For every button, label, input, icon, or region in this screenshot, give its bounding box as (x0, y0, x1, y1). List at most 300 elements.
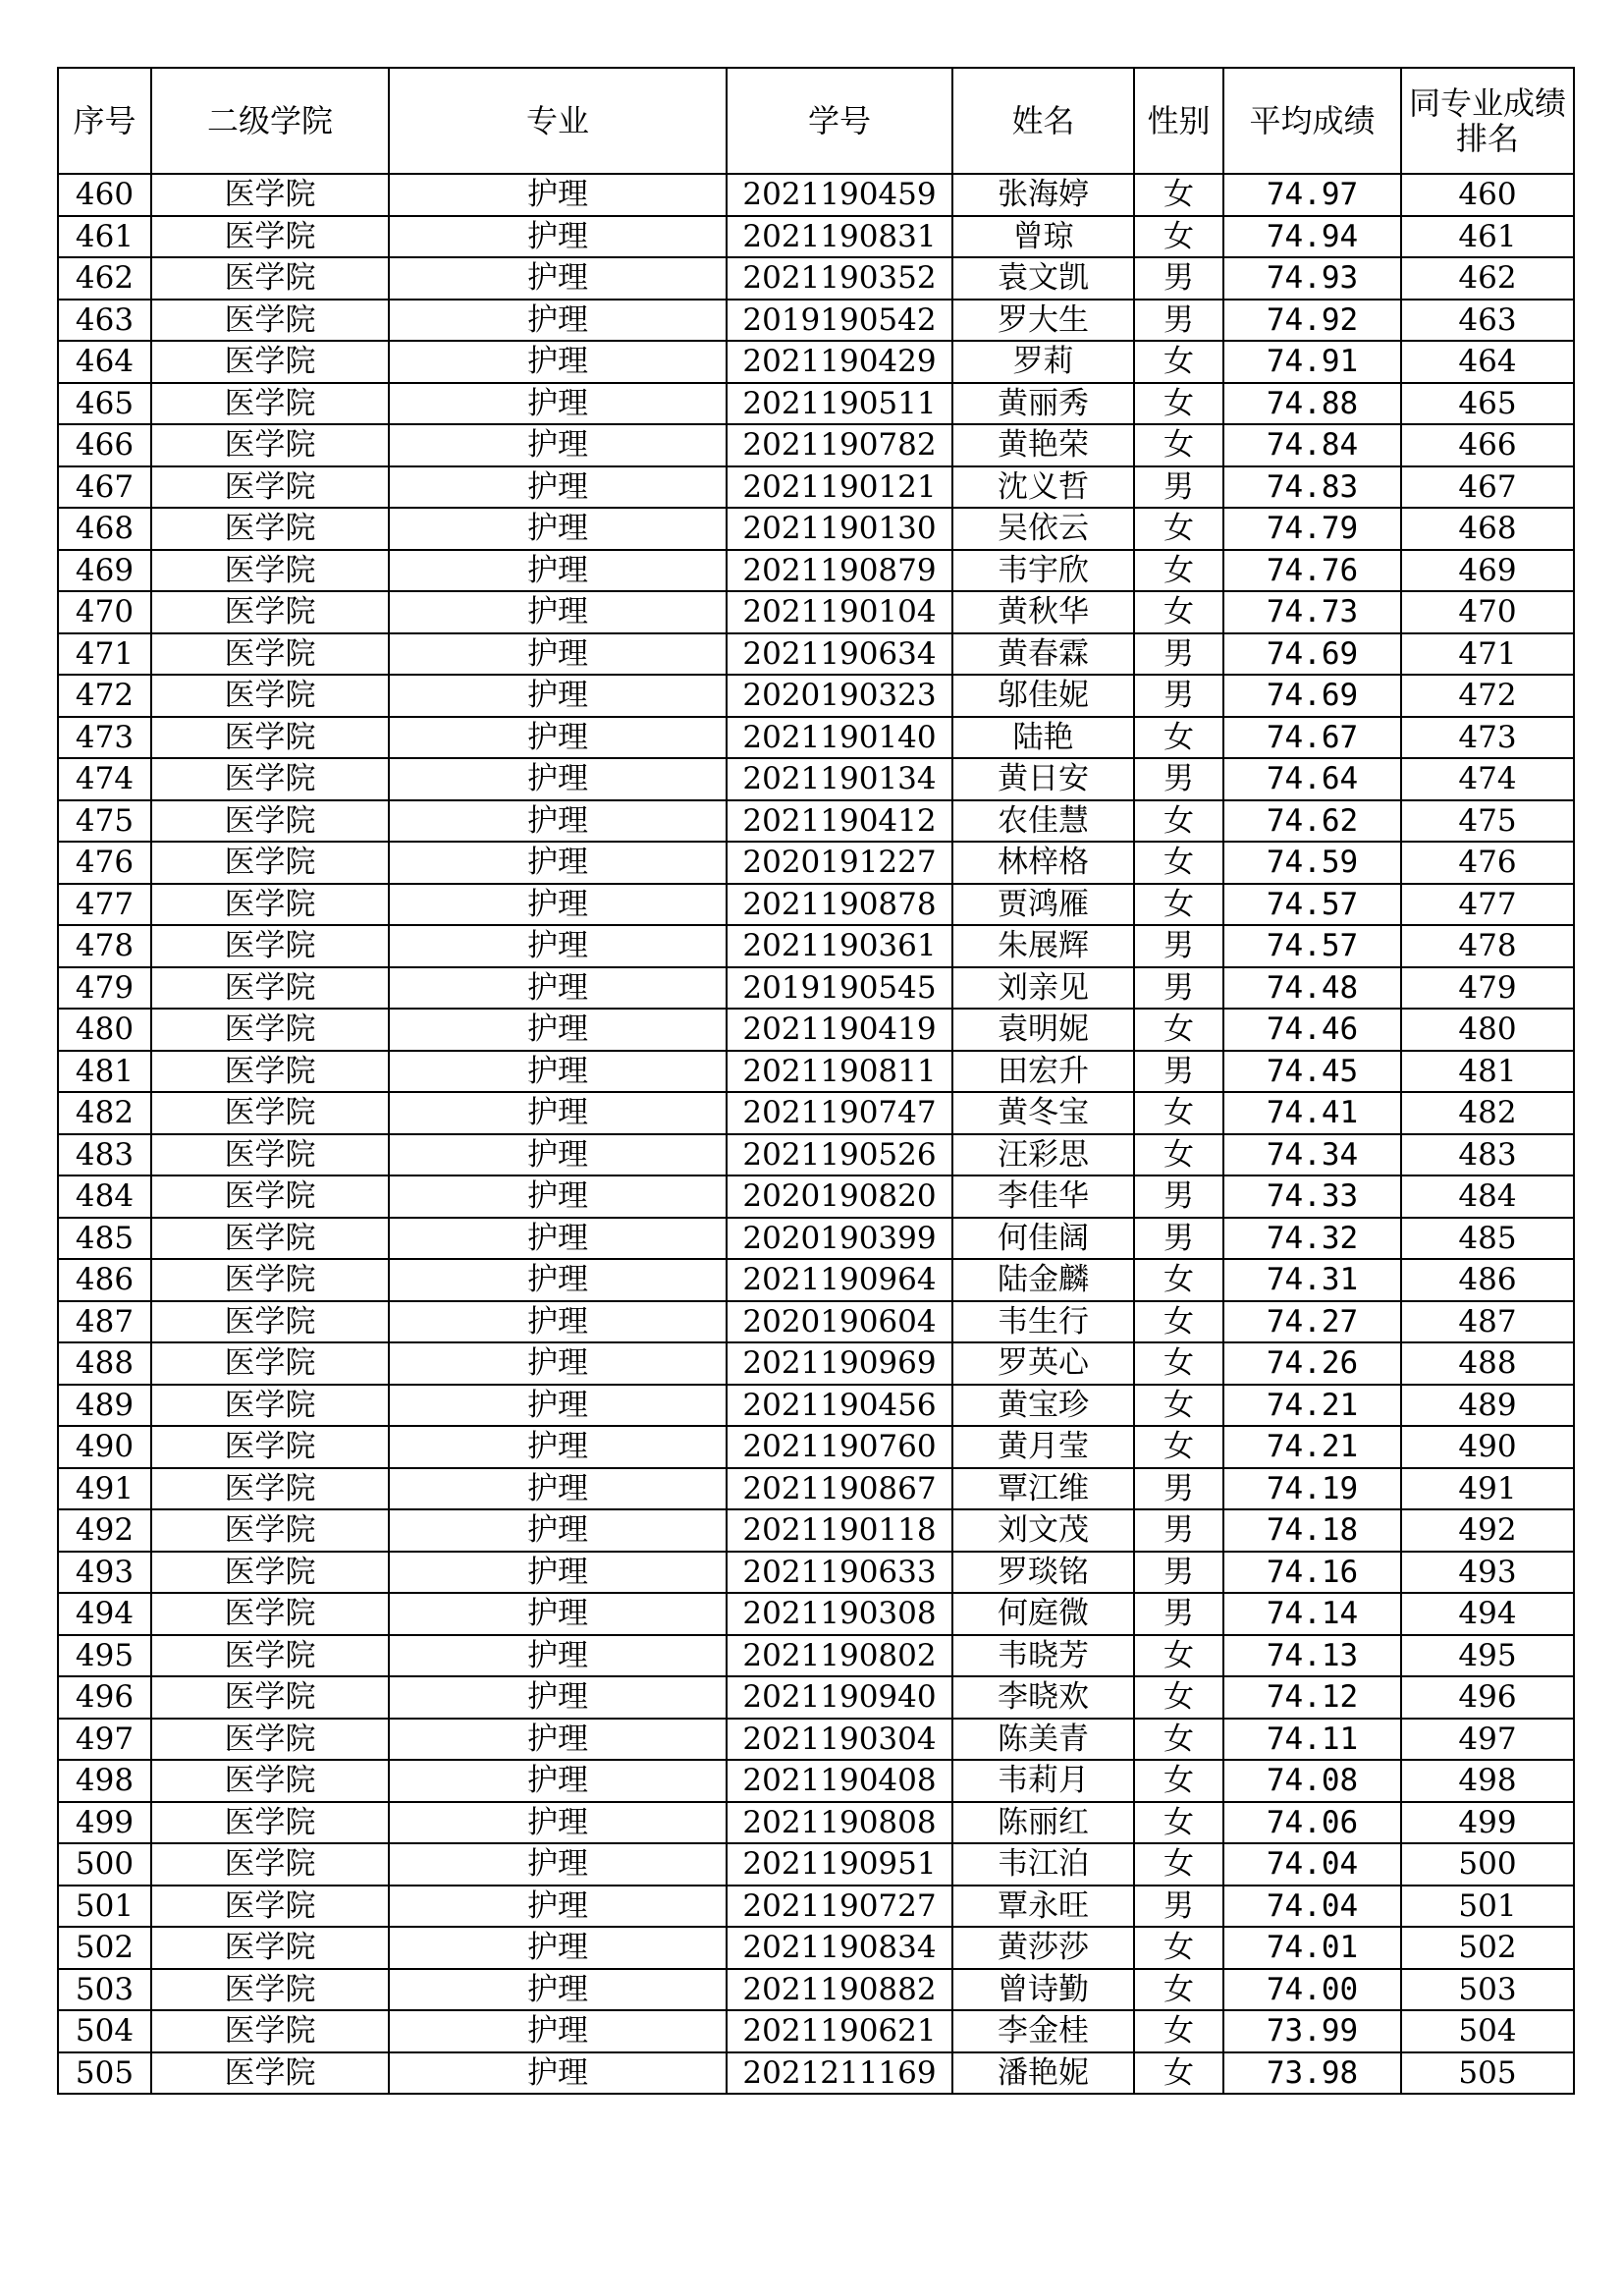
cell-average-score: 74.26 (1223, 1342, 1401, 1385)
cell-major-rank: 469 (1401, 550, 1574, 592)
table-header (58, 68, 1574, 174)
table-row (58, 1301, 1574, 1343)
cell-name: 覃江维 (952, 1468, 1134, 1510)
cell-name: 邬佳妮 (952, 675, 1134, 717)
cell-gender: 女 (1134, 424, 1223, 466)
cell-student-id: 2021190419 (727, 1009, 952, 1051)
cell-college: 医学院 (151, 1175, 389, 1218)
cell-student-id: 2021190308 (727, 1593, 952, 1635)
table-row (58, 1676, 1574, 1719)
cell-major: 护理 (389, 1719, 727, 1761)
cell-name: 韦晓芳 (952, 1635, 1134, 1677)
cell-major-rank: 498 (1401, 1760, 1574, 1802)
cell-gender: 女 (1134, 1426, 1223, 1468)
cell-name: 黄莎莎 (952, 1927, 1134, 1969)
cell-major: 护理 (389, 1342, 727, 1385)
cell-college: 医学院 (151, 675, 389, 717)
cell-major-rank: 468 (1401, 508, 1574, 550)
cell-index: 501 (58, 1886, 151, 1928)
cell-major: 护理 (389, 717, 727, 759)
table-row (58, 591, 1574, 633)
cell-major: 护理 (389, 633, 727, 676)
cell-major: 护理 (389, 300, 727, 342)
cell-student-id: 2021190459 (727, 174, 952, 216)
cell-college: 医学院 (151, 1843, 389, 1886)
cell-gender: 女 (1134, 1134, 1223, 1176)
cell-index: 472 (58, 675, 151, 717)
table-row (58, 717, 1574, 759)
table-row (58, 758, 1574, 800)
table-row (58, 300, 1574, 342)
cell-college: 医学院 (151, 383, 389, 425)
cell-average-score: 74.73 (1223, 591, 1401, 633)
cell-index: 492 (58, 1509, 151, 1552)
cell-major: 护理 (389, 216, 727, 258)
cell-college: 医学院 (151, 1552, 389, 1594)
cell-college: 医学院 (151, 1886, 389, 1928)
cell-major: 护理 (389, 1385, 727, 1427)
cell-major-rank: 463 (1401, 300, 1574, 342)
cell-index: 470 (58, 591, 151, 633)
cell-college: 医学院 (151, 257, 389, 300)
cell-average-score: 74.45 (1223, 1051, 1401, 1093)
cell-average-score: 74.69 (1223, 675, 1401, 717)
cell-average-score: 74.16 (1223, 1552, 1401, 1594)
cell-student-id: 2021190408 (727, 1760, 952, 1802)
cell-college: 医学院 (151, 341, 389, 383)
cell-name: 罗莉 (952, 341, 1134, 383)
table-row (58, 1886, 1574, 1928)
table-row (58, 174, 1574, 216)
cell-index: 491 (58, 1468, 151, 1510)
cell-major: 护理 (389, 1509, 727, 1552)
cell-gender: 男 (1134, 758, 1223, 800)
cell-average-score: 74.21 (1223, 1385, 1401, 1427)
cell-gender: 男 (1134, 1886, 1223, 1928)
cell-average-score: 74.48 (1223, 967, 1401, 1010)
cell-major: 护理 (389, 550, 727, 592)
cell-name: 陈丽红 (952, 1802, 1134, 1844)
cell-name: 田宏升 (952, 1051, 1134, 1093)
cell-name: 黄冬宝 (952, 1092, 1134, 1134)
cell-major-rank: 462 (1401, 257, 1574, 300)
cell-student-id: 2021190940 (727, 1676, 952, 1719)
cell-index: 477 (58, 884, 151, 926)
cell-index: 487 (58, 1301, 151, 1343)
cell-college: 医学院 (151, 1009, 389, 1051)
cell-major-rank: 472 (1401, 675, 1574, 717)
cell-average-score: 73.98 (1223, 2052, 1401, 2095)
table-row (58, 1218, 1574, 1260)
cell-gender: 女 (1134, 1342, 1223, 1385)
cell-major-rank: 461 (1401, 216, 1574, 258)
cell-gender: 女 (1134, 842, 1223, 884)
cell-college: 医学院 (151, 1635, 389, 1677)
cell-college: 医学院 (151, 1719, 389, 1761)
table-row (58, 1009, 1574, 1051)
table-row (58, 424, 1574, 466)
cell-name: 黄丽秀 (952, 383, 1134, 425)
table-row (58, 508, 1574, 550)
cell-gender: 女 (1134, 1719, 1223, 1761)
cell-student-id: 2019190542 (727, 300, 952, 342)
cell-name: 张海婷 (952, 174, 1134, 216)
cell-student-id: 2021190621 (727, 2010, 952, 2052)
cell-name: 刘文茂 (952, 1509, 1134, 1552)
cell-major-rank: 491 (1401, 1468, 1574, 1510)
cell-gender: 女 (1134, 1927, 1223, 1969)
table-row (58, 675, 1574, 717)
cell-average-score: 74.01 (1223, 1927, 1401, 1969)
cell-student-id: 2021190361 (727, 925, 952, 967)
cell-major: 护理 (389, 424, 727, 466)
cell-major: 护理 (389, 1760, 727, 1802)
cell-college: 医学院 (151, 884, 389, 926)
cell-index: 489 (58, 1385, 151, 1427)
cell-college: 医学院 (151, 800, 389, 843)
cell-major-rank: 474 (1401, 758, 1574, 800)
cell-name: 黄秋华 (952, 591, 1134, 633)
cell-major: 护理 (389, 174, 727, 216)
cell-gender: 男 (1134, 1593, 1223, 1635)
cell-average-score: 74.13 (1223, 1635, 1401, 1677)
cell-gender: 女 (1134, 1385, 1223, 1427)
cell-name: 袁文凯 (952, 257, 1134, 300)
cell-name: 李佳华 (952, 1175, 1134, 1218)
cell-major-rank: 494 (1401, 1593, 1574, 1635)
cell-gender: 女 (1134, 508, 1223, 550)
table-row (58, 1552, 1574, 1594)
cell-name: 罗英心 (952, 1342, 1134, 1385)
cell-gender: 男 (1134, 967, 1223, 1010)
cell-student-id: 2021190760 (727, 1426, 952, 1468)
cell-gender: 男 (1134, 257, 1223, 300)
cell-college: 医学院 (151, 1468, 389, 1510)
cell-gender: 女 (1134, 1802, 1223, 1844)
cell-gender: 女 (1134, 341, 1223, 383)
cell-average-score: 74.97 (1223, 174, 1401, 216)
table-row (58, 1719, 1574, 1761)
header-gender: 性别 (1134, 68, 1223, 174)
cell-major: 护理 (389, 1468, 727, 1510)
cell-college: 医学院 (151, 1509, 389, 1552)
header-name: 姓名 (952, 68, 1134, 174)
cell-index: 500 (58, 1843, 151, 1886)
cell-gender: 男 (1134, 466, 1223, 509)
cell-student-id: 2021190134 (727, 758, 952, 800)
cell-student-id: 2020190604 (727, 1301, 952, 1343)
cell-name: 罗琰铭 (952, 1552, 1134, 1594)
cell-gender: 女 (1134, 1969, 1223, 2011)
table-row (58, 925, 1574, 967)
cell-major: 护理 (389, 2010, 727, 2052)
cell-index: 481 (58, 1051, 151, 1093)
cell-college: 医学院 (151, 842, 389, 884)
cell-student-id: 2020190323 (727, 675, 952, 717)
cell-major-rank: 500 (1401, 1843, 1574, 1886)
cell-student-id: 2021190429 (727, 341, 952, 383)
cell-average-score: 74.19 (1223, 1468, 1401, 1510)
cell-name: 罗大生 (952, 300, 1134, 342)
cell-major: 护理 (389, 1969, 727, 2011)
cell-average-score: 74.67 (1223, 717, 1401, 759)
cell-student-id: 2021190634 (727, 633, 952, 676)
cell-college: 医学院 (151, 216, 389, 258)
cell-major-rank: 471 (1401, 633, 1574, 676)
cell-major-rank: 467 (1401, 466, 1574, 509)
cell-college: 医学院 (151, 1676, 389, 1719)
cell-major-rank: 482 (1401, 1092, 1574, 1134)
cell-index: 475 (58, 800, 151, 843)
cell-major-rank: 502 (1401, 1927, 1574, 1969)
cell-major: 护理 (389, 1426, 727, 1468)
table-row (58, 842, 1574, 884)
cell-major: 护理 (389, 675, 727, 717)
table-row (58, 1843, 1574, 1886)
cell-name: 林梓格 (952, 842, 1134, 884)
cell-name: 黄月莹 (952, 1426, 1134, 1468)
cell-name: 曾琼 (952, 216, 1134, 258)
cell-average-score: 74.08 (1223, 1760, 1401, 1802)
cell-student-id: 2021190782 (727, 424, 952, 466)
cell-student-id: 2021190304 (727, 1719, 952, 1761)
cell-index: 463 (58, 300, 151, 342)
cell-student-id: 2021190834 (727, 1927, 952, 1969)
cell-student-id: 2021190867 (727, 1468, 952, 1510)
cell-major-rank: 485 (1401, 1218, 1574, 1260)
cell-index: 464 (58, 341, 151, 383)
cell-student-id: 2021190811 (727, 1051, 952, 1093)
cell-average-score: 74.93 (1223, 257, 1401, 300)
cell-gender: 女 (1134, 1092, 1223, 1134)
cell-average-score: 74.57 (1223, 925, 1401, 967)
cell-major-rank: 464 (1401, 341, 1574, 383)
cell-college: 医学院 (151, 2052, 389, 2095)
cell-index: 498 (58, 1760, 151, 1802)
cell-average-score: 74.04 (1223, 1843, 1401, 1886)
table-row (58, 1509, 1574, 1552)
table-row (58, 216, 1574, 258)
table-row (58, 1051, 1574, 1093)
cell-average-score: 74.41 (1223, 1092, 1401, 1134)
cell-college: 医学院 (151, 1301, 389, 1343)
cell-gender: 男 (1134, 1509, 1223, 1552)
cell-gender: 女 (1134, 1760, 1223, 1802)
table-row (58, 1802, 1574, 1844)
cell-major: 护理 (389, 1802, 727, 1844)
cell-name: 袁明妮 (952, 1009, 1134, 1051)
cell-student-id: 2021190879 (727, 550, 952, 592)
cell-name: 何佳阔 (952, 1218, 1134, 1260)
cell-name: 吴依云 (952, 508, 1134, 550)
cell-index: 466 (58, 424, 151, 466)
cell-gender: 男 (1134, 1218, 1223, 1260)
header-college: 二级学院 (151, 68, 389, 174)
cell-gender: 女 (1134, 2052, 1223, 2095)
cell-major-rank: 501 (1401, 1886, 1574, 1928)
cell-index: 461 (58, 216, 151, 258)
cell-index: 479 (58, 967, 151, 1010)
cell-major: 护理 (389, 1301, 727, 1343)
cell-name: 潘艳妮 (952, 2052, 1134, 2095)
cell-student-id: 2021190118 (727, 1509, 952, 1552)
header-major: 专业 (389, 68, 727, 174)
cell-major-rank: 486 (1401, 1259, 1574, 1301)
cell-average-score: 74.27 (1223, 1301, 1401, 1343)
cell-index: 504 (58, 2010, 151, 2052)
cell-index: 483 (58, 1134, 151, 1176)
cell-name: 黄艳荣 (952, 424, 1134, 466)
table-row (58, 800, 1574, 843)
cell-major: 护理 (389, 842, 727, 884)
cell-college: 医学院 (151, 591, 389, 633)
cell-major: 护理 (389, 2052, 727, 2095)
cell-name: 李金桂 (952, 2010, 1134, 2052)
cell-gender: 男 (1134, 1175, 1223, 1218)
cell-gender: 女 (1134, 383, 1223, 425)
cell-name: 刘亲见 (952, 967, 1134, 1010)
cell-college: 医学院 (151, 550, 389, 592)
table-row (58, 1969, 1574, 2011)
cell-college: 医学院 (151, 1092, 389, 1134)
cell-major-rank: 477 (1401, 884, 1574, 926)
table-row (58, 2010, 1574, 2052)
header-major-rank-label: 同专业成绩排名 (1408, 84, 1566, 157)
cell-average-score: 74.31 (1223, 1259, 1401, 1301)
cell-average-score: 73.99 (1223, 2010, 1401, 2052)
cell-index: 482 (58, 1092, 151, 1134)
cell-student-id: 2021190882 (727, 1969, 952, 2011)
cell-name: 韦江泊 (952, 1843, 1134, 1886)
cell-index: 490 (58, 1426, 151, 1468)
cell-index: 465 (58, 383, 151, 425)
cell-major-rank: 496 (1401, 1676, 1574, 1719)
cell-major-rank: 505 (1401, 2052, 1574, 2095)
cell-index: 494 (58, 1593, 151, 1635)
table-row (58, 383, 1574, 425)
cell-index: 497 (58, 1719, 151, 1761)
cell-name: 韦生行 (952, 1301, 1134, 1343)
cell-major-rank: 466 (1401, 424, 1574, 466)
cell-college: 医学院 (151, 1927, 389, 1969)
cell-name: 陆金麟 (952, 1259, 1134, 1301)
cell-student-id: 2021190878 (727, 884, 952, 926)
cell-major-rank: 489 (1401, 1385, 1574, 1427)
table-row (58, 1760, 1574, 1802)
header-average-score: 平均成绩 (1223, 68, 1401, 174)
cell-average-score: 74.91 (1223, 341, 1401, 383)
cell-major-rank: 490 (1401, 1426, 1574, 1468)
cell-student-id: 2020190399 (727, 1218, 952, 1260)
table-row (58, 1593, 1574, 1635)
cell-average-score: 74.33 (1223, 1175, 1401, 1218)
cell-college: 医学院 (151, 925, 389, 967)
cell-gender: 男 (1134, 300, 1223, 342)
cell-major: 护理 (389, 1218, 727, 1260)
cell-major-rank: 470 (1401, 591, 1574, 633)
cell-student-id: 2021190727 (727, 1886, 952, 1928)
cell-major: 护理 (389, 1051, 727, 1093)
cell-index: 493 (58, 1552, 151, 1594)
table-row (58, 1342, 1574, 1385)
cell-student-id: 2020191227 (727, 842, 952, 884)
header-student-id: 学号 (727, 68, 952, 174)
cell-college: 医学院 (151, 1385, 389, 1427)
cell-index: 468 (58, 508, 151, 550)
cell-major: 护理 (389, 1552, 727, 1594)
cell-gender: 男 (1134, 675, 1223, 717)
cell-name: 李晓欢 (952, 1676, 1134, 1719)
cell-average-score: 74.79 (1223, 508, 1401, 550)
cell-college: 医学院 (151, 1051, 389, 1093)
cell-major-rank: 484 (1401, 1175, 1574, 1218)
cell-major: 护理 (389, 1635, 727, 1677)
cell-major-rank: 493 (1401, 1552, 1574, 1594)
table-row (58, 1385, 1574, 1427)
cell-index: 503 (58, 1969, 151, 2011)
table-row (58, 1134, 1574, 1176)
cell-gender: 女 (1134, 550, 1223, 592)
cell-major-rank: 479 (1401, 967, 1574, 1010)
cell-gender: 男 (1134, 1552, 1223, 1594)
cell-major-rank: 475 (1401, 800, 1574, 843)
cell-student-id: 2021190352 (727, 257, 952, 300)
cell-major: 护理 (389, 591, 727, 633)
cell-gender: 女 (1134, 216, 1223, 258)
cell-name: 贾鸿雁 (952, 884, 1134, 926)
cell-major-rank: 499 (1401, 1802, 1574, 1844)
cell-average-score: 74.46 (1223, 1009, 1401, 1051)
cell-name: 何庭微 (952, 1593, 1134, 1635)
cell-major: 护理 (389, 884, 727, 926)
cell-gender: 女 (1134, 1009, 1223, 1051)
cell-average-score: 74.21 (1223, 1426, 1401, 1468)
cell-student-id: 2021190808 (727, 1802, 952, 1844)
cell-major-rank: 481 (1401, 1051, 1574, 1093)
table-row (58, 1175, 1574, 1218)
cell-major: 护理 (389, 1134, 727, 1176)
table-row (58, 884, 1574, 926)
header-index: 序号 (58, 68, 151, 174)
cell-average-score: 74.00 (1223, 1969, 1401, 2011)
cell-gender: 女 (1134, 1843, 1223, 1886)
cell-major: 护理 (389, 1843, 727, 1886)
cell-gender: 女 (1134, 884, 1223, 926)
cell-college: 医学院 (151, 758, 389, 800)
table-row (58, 2052, 1574, 2095)
cell-student-id: 2021190969 (727, 1342, 952, 1385)
cell-college: 医学院 (151, 1760, 389, 1802)
cell-average-score: 74.32 (1223, 1218, 1401, 1260)
table-row (58, 341, 1574, 383)
cell-average-score: 74.92 (1223, 300, 1401, 342)
header-major-rank (1401, 68, 1574, 174)
cell-gender: 男 (1134, 633, 1223, 676)
cell-name: 朱展辉 (952, 925, 1134, 967)
table-row (58, 550, 1574, 592)
cell-gender: 男 (1134, 1468, 1223, 1510)
cell-college: 医学院 (151, 1426, 389, 1468)
cell-index: 486 (58, 1259, 151, 1301)
cell-index: 474 (58, 758, 151, 800)
cell-student-id: 2021190121 (727, 466, 952, 509)
cell-index: 499 (58, 1802, 151, 1844)
cell-major-rank: 478 (1401, 925, 1574, 967)
cell-student-id: 2021190456 (727, 1385, 952, 1427)
cell-index: 485 (58, 1218, 151, 1260)
cell-major-rank: 473 (1401, 717, 1574, 759)
cell-college: 医学院 (151, 633, 389, 676)
